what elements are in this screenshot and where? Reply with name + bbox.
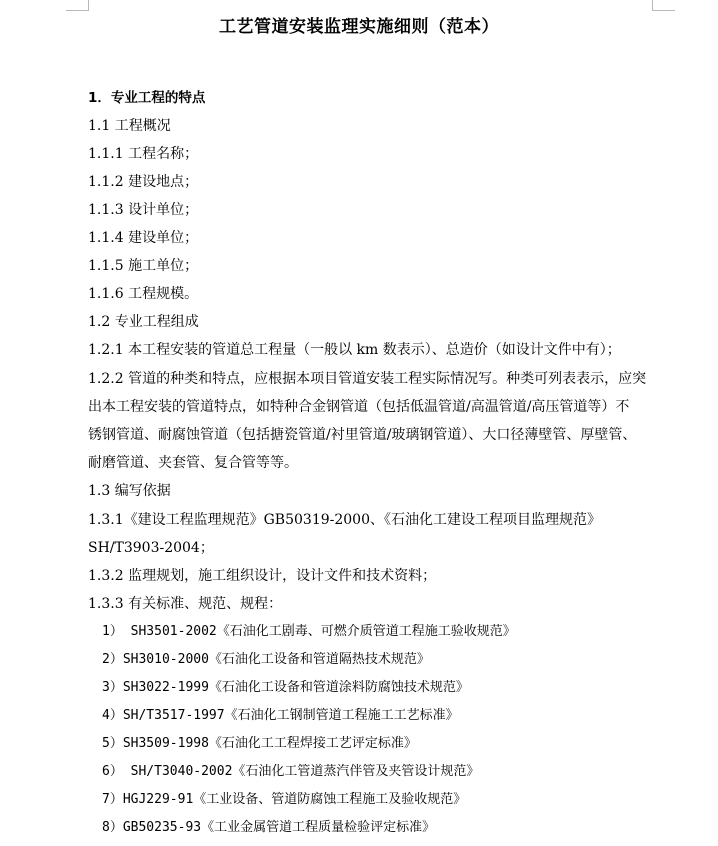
list-item: 1.1.3 设计单位； xyxy=(88,202,199,218)
paragraph-line: 出本工程安装的管道特点，如特种合金钢管道（包括低温管道/高温管道/高压管道等）不 xyxy=(88,399,630,415)
margin-corner-mark xyxy=(652,0,675,11)
list-item: 1.1.1 工程名称； xyxy=(88,146,199,162)
standard-list-item: 3）SH3022-1999《石油化工设备和管道涂料防腐蚀技术规范》 xyxy=(102,680,469,695)
standard-list-item: 7）HGJ229-91《工业设备、管道防腐蚀工程施工及验收规范》 xyxy=(102,792,467,807)
paragraph-line: 1.3.3 有关标准、规范、规程： xyxy=(88,596,283,612)
list-item: 1.1.2 建设地点； xyxy=(88,174,199,190)
list-item: 1.1.5 施工单位； xyxy=(88,258,199,274)
list-item: 1.1.4 建设单位； xyxy=(88,230,199,246)
list-item: 1.1.6 工程规模。 xyxy=(88,286,199,302)
paragraph-line: 1.2.2 管道的种类和特点，应根据本项目管道安装工程实际情况写。种类可列表表示，应突 xyxy=(88,371,647,387)
standard-list-item: 6） SH/T3040-2002《石油化工管道蒸汽伴管及夹管设计规范》 xyxy=(102,764,480,779)
standard-list-item: 4）SH/T3517-1997《石油化工钢制管道工程施工工艺标准》 xyxy=(102,708,459,723)
margin-corner-mark xyxy=(66,0,89,11)
subsection-heading: 1.3 编写依据 xyxy=(88,483,171,499)
paragraph-line: SH/T3903-2004； xyxy=(88,540,214,556)
standard-list-item: 5）SH3509-1998《石油化工工程焊接工艺评定标准》 xyxy=(102,736,417,751)
subsection-heading: 1.2 专业工程组成 xyxy=(88,314,199,330)
paragraph-line: 1.3.1《建设工程监理规范》GB50319-2000、《石油化工建设工程项目监理规范》 xyxy=(88,512,601,528)
subsection-heading: 1.1 工程概况 xyxy=(88,118,171,134)
document-title: 工艺管道安装监理实施细则（范本） xyxy=(219,17,499,37)
standard-list-item: 8）GB50235-93《工业金属管道工程质量检验评定标准》 xyxy=(102,820,436,835)
standard-list-item: 1） SH3501-2002《石油化工剧毒、可燃介质管道工程施工验收规范》 xyxy=(102,624,516,639)
paragraph-line: 1.3.2 监理规划，施工组织设计，设计文件和技术资料； xyxy=(88,568,437,584)
standard-list-item: 2）SH3010-2000《石油化工设备和管道隔热技术规范》 xyxy=(102,652,430,667)
paragraph-line: 1.2.1 本工程安装的管道总工程量（一般以 km 数表示）、总造价（如设计文件中有）； xyxy=(88,342,621,358)
paragraph-line: 锈钢管道、耐腐蚀管道（包括搪瓷管道/衬里管道/玻璃钢管道）、大口径薄壁管、厚壁管、 xyxy=(88,427,637,443)
section-heading: 1．专业工程的特点 xyxy=(88,90,206,106)
paragraph-line: 耐磨管道、夹套管、复合管等等。 xyxy=(88,455,298,471)
